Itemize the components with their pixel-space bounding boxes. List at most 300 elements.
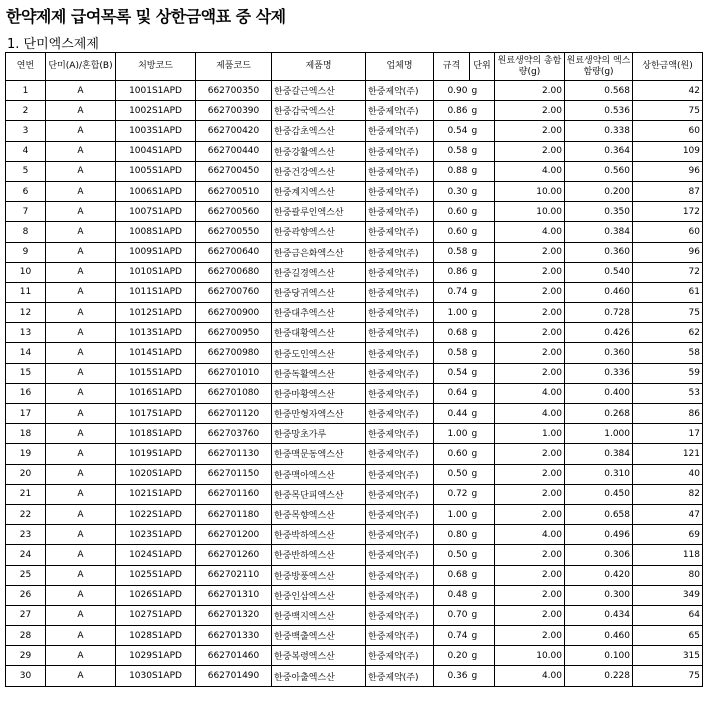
cell-type: A <box>46 565 116 585</box>
cell-product-code: 662701120 <box>196 404 272 424</box>
cell-product-name: 한중괄루인엑스산 <box>272 202 366 222</box>
cell-extract-amount: 0.360 <box>565 343 633 363</box>
cell-no: 24 <box>6 545 46 565</box>
cell-product-code: 662703760 <box>196 424 272 444</box>
cell-max-price: 87 <box>633 181 703 201</box>
cell-max-price: 60 <box>633 222 703 242</box>
cell-type: A <box>46 444 116 464</box>
cell-unit: g <box>470 646 495 666</box>
cell-extract-amount: 0.460 <box>565 626 633 646</box>
cell-max-price: 75 <box>633 303 703 323</box>
table-row <box>6 646 703 666</box>
cell-max-price: 17 <box>633 424 703 444</box>
header-total-content: 원료생약의 총함량(g) <box>495 53 565 81</box>
section-heading: 1. 단미엑스제제 <box>7 37 99 52</box>
cell-rx-code: 1018S1APD <box>116 424 196 444</box>
cell-total-content: 2.00 <box>495 323 565 343</box>
table-row <box>6 323 703 343</box>
cell-company: 한중제약(주) <box>366 565 434 585</box>
table-row <box>6 222 703 242</box>
cell-company: 한중제약(주) <box>366 202 434 222</box>
cell-max-price: 75 <box>633 101 703 121</box>
cell-max-price: 109 <box>633 141 703 161</box>
cell-unit: g <box>470 504 495 524</box>
cell-product-code: 662700420 <box>196 121 272 141</box>
cell-spec: 0.80 <box>434 525 470 545</box>
cell-type: A <box>46 504 116 524</box>
cell-no: 10 <box>6 262 46 282</box>
table-header-row <box>6 53 703 81</box>
cell-company: 한중제약(주) <box>366 262 434 282</box>
table-row <box>6 101 703 121</box>
table-row <box>6 81 703 101</box>
cell-product-name: 한중금은화엑스산 <box>272 242 366 262</box>
header-unit: 단위 <box>470 53 495 81</box>
cell-company: 한중제약(주) <box>366 141 434 161</box>
table-row <box>6 585 703 605</box>
cell-max-price: 315 <box>633 646 703 666</box>
cell-product-code: 662701320 <box>196 605 272 625</box>
cell-product-name: 한중도인엑스산 <box>272 343 366 363</box>
cell-unit: g <box>470 383 495 403</box>
cell-no: 2 <box>6 101 46 121</box>
cell-product-code: 662702110 <box>196 565 272 585</box>
cell-company: 한중제약(주) <box>366 545 434 565</box>
cell-total-content: 1.00 <box>495 424 565 444</box>
cell-company: 한중제약(주) <box>366 585 434 605</box>
cell-product-code: 662700980 <box>196 343 272 363</box>
cell-total-content: 2.00 <box>495 464 565 484</box>
cell-max-price: 58 <box>633 343 703 363</box>
cell-max-price: 118 <box>633 545 703 565</box>
cell-total-content: 4.00 <box>495 161 565 181</box>
cell-company: 한중제약(주) <box>366 121 434 141</box>
cell-rx-code: 1002S1APD <box>116 101 196 121</box>
cell-type: A <box>46 323 116 343</box>
table-row <box>6 303 703 323</box>
table-row <box>6 424 703 444</box>
cell-no: 22 <box>6 504 46 524</box>
cell-total-content: 10.00 <box>495 181 565 201</box>
cell-rx-code: 1011S1APD <box>116 282 196 302</box>
cell-type: A <box>46 464 116 484</box>
cell-product-name: 한중갈근엑스산 <box>272 81 366 101</box>
cell-spec: 0.54 <box>434 363 470 383</box>
cell-no: 30 <box>6 666 46 686</box>
cell-product-code: 662701490 <box>196 666 272 686</box>
cell-unit: g <box>470 404 495 424</box>
cell-unit: g <box>470 141 495 161</box>
table-row <box>6 626 703 646</box>
cell-product-code: 662700450 <box>196 161 272 181</box>
cell-product-name: 한중감초엑스산 <box>272 121 366 141</box>
cell-total-content: 2.00 <box>495 262 565 282</box>
table-row <box>6 525 703 545</box>
cell-extract-amount: 0.434 <box>565 605 633 625</box>
header-product-code: 제품코드 <box>196 53 272 81</box>
cell-rx-code: 1013S1APD <box>116 323 196 343</box>
cell-max-price: 172 <box>633 202 703 222</box>
cell-rx-code: 1030S1APD <box>116 666 196 686</box>
cell-type: A <box>46 383 116 403</box>
cell-rx-code: 1027S1APD <box>116 605 196 625</box>
cell-product-name: 한중맥문동엑스산 <box>272 444 366 464</box>
cell-extract-amount: 0.384 <box>565 222 633 242</box>
cell-type: A <box>46 282 116 302</box>
cell-no: 9 <box>6 242 46 262</box>
cell-rx-code: 1028S1APD <box>116 626 196 646</box>
cell-type: A <box>46 141 116 161</box>
cell-spec: 0.88 <box>434 161 470 181</box>
cell-total-content: 2.00 <box>495 121 565 141</box>
cell-product-name: 한중대황엑스산 <box>272 323 366 343</box>
cell-extract-amount: 0.460 <box>565 282 633 302</box>
cell-product-name: 한중목단피엑스산 <box>272 484 366 504</box>
cell-total-content: 4.00 <box>495 666 565 686</box>
cell-company: 한중제약(주) <box>366 525 434 545</box>
cell-type: A <box>46 202 116 222</box>
cell-extract-amount: 0.300 <box>565 585 633 605</box>
cell-no: 11 <box>6 282 46 302</box>
cell-no: 27 <box>6 605 46 625</box>
table-body <box>6 81 703 687</box>
table-row <box>6 444 703 464</box>
cell-no: 6 <box>6 181 46 201</box>
header-company: 업체명 <box>366 53 434 81</box>
cell-spec: 0.30 <box>434 181 470 201</box>
cell-spec: 0.86 <box>434 101 470 121</box>
cell-no: 13 <box>6 323 46 343</box>
cell-extract-amount: 0.268 <box>565 404 633 424</box>
cell-product-code: 662701180 <box>196 504 272 524</box>
cell-total-content: 2.00 <box>495 81 565 101</box>
cell-max-price: 40 <box>633 464 703 484</box>
cell-total-content: 2.00 <box>495 282 565 302</box>
cell-product-name: 한중길경엑스산 <box>272 262 366 282</box>
cell-no: 15 <box>6 363 46 383</box>
cell-product-code: 662701260 <box>196 545 272 565</box>
cell-spec: 0.48 <box>434 585 470 605</box>
cell-no: 17 <box>6 404 46 424</box>
cell-extract-amount: 0.306 <box>565 545 633 565</box>
cell-no: 5 <box>6 161 46 181</box>
table-row <box>6 504 703 524</box>
cell-product-name: 한중인삼엑스산 <box>272 585 366 605</box>
cell-unit: g <box>470 363 495 383</box>
cell-extract-amount: 0.496 <box>565 525 633 545</box>
cell-rx-code: 1024S1APD <box>116 545 196 565</box>
cell-type: A <box>46 605 116 625</box>
cell-spec: 0.90 <box>434 81 470 101</box>
cell-extract-amount: 0.420 <box>565 565 633 585</box>
table-row <box>6 181 703 201</box>
cell-max-price: 75 <box>633 666 703 686</box>
cell-product-name: 한중반하엑스산 <box>272 545 366 565</box>
cell-product-name: 한중대추엑스산 <box>272 303 366 323</box>
cell-type: A <box>46 484 116 504</box>
cell-company: 한중제약(주) <box>366 404 434 424</box>
cell-spec: 0.60 <box>434 202 470 222</box>
cell-product-code: 662701330 <box>196 626 272 646</box>
cell-total-content: 10.00 <box>495 202 565 222</box>
cell-max-price: 42 <box>633 81 703 101</box>
cell-company: 한중제약(주) <box>366 343 434 363</box>
cell-no: 18 <box>6 424 46 444</box>
cell-total-content: 2.00 <box>495 343 565 363</box>
cell-total-content: 4.00 <box>495 383 565 403</box>
cell-type: A <box>46 181 116 201</box>
cell-spec: 1.00 <box>434 504 470 524</box>
cell-extract-amount: 0.228 <box>565 666 633 686</box>
cell-company: 한중제약(주) <box>366 504 434 524</box>
cell-spec: 0.64 <box>434 383 470 403</box>
cell-unit: g <box>470 525 495 545</box>
table-row <box>6 484 703 504</box>
cell-product-code: 662701460 <box>196 646 272 666</box>
cell-total-content: 4.00 <box>495 404 565 424</box>
cell-rx-code: 1023S1APD <box>116 525 196 545</box>
cell-type: A <box>46 666 116 686</box>
table-row <box>6 666 703 686</box>
cell-spec: 0.60 <box>434 222 470 242</box>
cell-max-price: 96 <box>633 161 703 181</box>
cell-product-code: 662700900 <box>196 303 272 323</box>
cell-product-name: 한중아출엑스산 <box>272 666 366 686</box>
cell-unit: g <box>470 262 495 282</box>
cell-max-price: 349 <box>633 585 703 605</box>
cell-company: 한중제약(주) <box>366 222 434 242</box>
cell-product-code: 662701160 <box>196 484 272 504</box>
cell-unit: g <box>470 202 495 222</box>
cell-spec: 0.68 <box>434 565 470 585</box>
table-row <box>6 464 703 484</box>
cell-total-content: 2.00 <box>495 303 565 323</box>
header-extract-amount: 원료생약의 엑스함량(g) <box>565 53 633 81</box>
cell-product-name: 한중맥아엑스산 <box>272 464 366 484</box>
header-no: 연번 <box>6 53 46 81</box>
cell-total-content: 2.00 <box>495 484 565 504</box>
cell-total-content: 4.00 <box>495 525 565 545</box>
cell-no: 8 <box>6 222 46 242</box>
cell-rx-code: 1008S1APD <box>116 222 196 242</box>
cell-extract-amount: 0.658 <box>565 504 633 524</box>
cell-rx-code: 1025S1APD <box>116 565 196 585</box>
cell-extract-amount: 0.336 <box>565 363 633 383</box>
cell-product-name: 한중당귀엑스산 <box>272 282 366 302</box>
header-spec: 규격 <box>434 53 470 81</box>
cell-unit: g <box>470 464 495 484</box>
cell-company: 한중제약(주) <box>366 242 434 262</box>
cell-product-code: 662700350 <box>196 81 272 101</box>
cell-spec: 0.74 <box>434 282 470 302</box>
cell-max-price: 80 <box>633 565 703 585</box>
cell-unit: g <box>470 181 495 201</box>
table-row <box>6 565 703 585</box>
cell-no: 3 <box>6 121 46 141</box>
cell-extract-amount: 0.364 <box>565 141 633 161</box>
cell-total-content: 2.00 <box>495 101 565 121</box>
table-row <box>6 161 703 181</box>
cell-spec: 1.00 <box>434 303 470 323</box>
cell-rx-code: 1009S1APD <box>116 242 196 262</box>
cell-total-content: 2.00 <box>495 504 565 524</box>
cell-product-code: 662701310 <box>196 585 272 605</box>
cell-spec: 0.50 <box>434 464 470 484</box>
cell-rx-code: 1015S1APD <box>116 363 196 383</box>
cell-extract-amount: 0.200 <box>565 181 633 201</box>
cell-unit: g <box>470 545 495 565</box>
cell-company: 한중제약(주) <box>366 464 434 484</box>
cell-extract-amount: 0.560 <box>565 161 633 181</box>
cell-rx-code: 1004S1APD <box>116 141 196 161</box>
cell-unit: g <box>470 282 495 302</box>
cell-extract-amount: 0.338 <box>565 121 633 141</box>
cell-rx-code: 1012S1APD <box>116 303 196 323</box>
cell-product-name: 한중박하엑스산 <box>272 525 366 545</box>
cell-spec: 0.72 <box>434 484 470 504</box>
cell-rx-code: 1017S1APD <box>116 404 196 424</box>
cell-unit: g <box>470 161 495 181</box>
cell-rx-code: 1003S1APD <box>116 121 196 141</box>
cell-max-price: 53 <box>633 383 703 403</box>
table-row <box>6 545 703 565</box>
cell-company: 한중제약(주) <box>366 626 434 646</box>
cell-type: A <box>46 121 116 141</box>
cell-no: 14 <box>6 343 46 363</box>
cell-product-code: 662701150 <box>196 464 272 484</box>
cell-extract-amount: 0.568 <box>565 81 633 101</box>
cell-no: 12 <box>6 303 46 323</box>
cell-total-content: 4.00 <box>495 222 565 242</box>
cell-spec: 0.54 <box>434 121 470 141</box>
cell-no: 21 <box>6 484 46 504</box>
cell-unit: g <box>470 565 495 585</box>
cell-company: 한중제약(주) <box>366 383 434 403</box>
cell-no: 1 <box>6 81 46 101</box>
cell-unit: g <box>470 323 495 343</box>
cell-product-code: 662700640 <box>196 242 272 262</box>
cell-product-name: 한중건강엑스산 <box>272 161 366 181</box>
cell-product-name: 한중목향엑스산 <box>272 504 366 524</box>
cell-rx-code: 1005S1APD <box>116 161 196 181</box>
table-row <box>6 343 703 363</box>
table-row <box>6 141 703 161</box>
cell-no: 16 <box>6 383 46 403</box>
cell-total-content: 2.00 <box>495 626 565 646</box>
cell-product-name: 한중강활엑스산 <box>272 141 366 161</box>
table-row <box>6 383 703 403</box>
cell-type: A <box>46 585 116 605</box>
cell-product-code: 662701010 <box>196 363 272 383</box>
cell-rx-code: 1029S1APD <box>116 646 196 666</box>
cell-no: 7 <box>6 202 46 222</box>
cell-unit: g <box>470 444 495 464</box>
cell-company: 한중제약(주) <box>366 303 434 323</box>
cell-product-name: 한중복령엑스산 <box>272 646 366 666</box>
cell-type: A <box>46 545 116 565</box>
cell-type: A <box>46 363 116 383</box>
cell-product-code: 662700950 <box>196 323 272 343</box>
cell-type: A <box>46 646 116 666</box>
cell-rx-code: 1014S1APD <box>116 343 196 363</box>
cell-total-content: 2.00 <box>495 565 565 585</box>
cell-rx-code: 1016S1APD <box>116 383 196 403</box>
table-row <box>6 404 703 424</box>
cell-max-price: 82 <box>633 484 703 504</box>
cell-type: A <box>46 161 116 181</box>
cell-total-content: 2.00 <box>495 242 565 262</box>
cell-max-price: 86 <box>633 404 703 424</box>
cell-total-content: 2.00 <box>495 141 565 161</box>
cell-type: A <box>46 404 116 424</box>
table-row <box>6 121 703 141</box>
cell-company: 한중제약(주) <box>366 484 434 504</box>
cell-type: A <box>46 101 116 121</box>
cell-product-code: 662700440 <box>196 141 272 161</box>
cell-company: 한중제약(주) <box>366 424 434 444</box>
cell-spec: 0.58 <box>434 242 470 262</box>
cell-type: A <box>46 262 116 282</box>
cell-extract-amount: 0.728 <box>565 303 633 323</box>
cell-extract-amount: 0.400 <box>565 383 633 403</box>
cell-spec: 1.00 <box>434 424 470 444</box>
header-max-price: 상한금액(원) <box>633 53 703 81</box>
cell-company: 한중제약(주) <box>366 323 434 343</box>
cell-type: A <box>46 343 116 363</box>
cell-product-name: 한중망초가루 <box>272 424 366 444</box>
cell-max-price: 59 <box>633 363 703 383</box>
cell-extract-amount: 0.426 <box>565 323 633 343</box>
cell-no: 23 <box>6 525 46 545</box>
cell-unit: g <box>470 343 495 363</box>
cell-unit: g <box>470 585 495 605</box>
cell-unit: g <box>470 101 495 121</box>
cell-total-content: 2.00 <box>495 545 565 565</box>
cell-product-code: 662700510 <box>196 181 272 201</box>
cell-product-name: 한중백출엑스산 <box>272 626 366 646</box>
cell-no: 19 <box>6 444 46 464</box>
cell-unit: g <box>470 666 495 686</box>
cell-max-price: 69 <box>633 525 703 545</box>
cell-extract-amount: 0.540 <box>565 262 633 282</box>
cell-extract-amount: 0.536 <box>565 101 633 121</box>
cell-type: A <box>46 81 116 101</box>
cell-spec: 0.20 <box>434 646 470 666</box>
cell-product-name: 한중계지엑스산 <box>272 181 366 201</box>
cell-product-code: 662701080 <box>196 383 272 403</box>
cell-rx-code: 1019S1APD <box>116 444 196 464</box>
cell-unit: g <box>470 121 495 141</box>
cell-unit: g <box>470 484 495 504</box>
cell-product-code: 662701200 <box>196 525 272 545</box>
table-row <box>6 363 703 383</box>
cell-total-content: 2.00 <box>495 605 565 625</box>
cell-rx-code: 1026S1APD <box>116 585 196 605</box>
cell-extract-amount: 0.310 <box>565 464 633 484</box>
cell-company: 한중제약(주) <box>366 646 434 666</box>
cell-max-price: 72 <box>633 262 703 282</box>
cell-product-code: 662700560 <box>196 202 272 222</box>
cell-type: A <box>46 626 116 646</box>
cell-company: 한중제약(주) <box>366 161 434 181</box>
cell-product-name: 한중마황엑스산 <box>272 383 366 403</box>
cell-no: 20 <box>6 464 46 484</box>
cell-company: 한중제약(주) <box>366 363 434 383</box>
cell-unit: g <box>470 222 495 242</box>
cell-type: A <box>46 525 116 545</box>
table-row <box>6 605 703 625</box>
cell-rx-code: 1010S1APD <box>116 262 196 282</box>
